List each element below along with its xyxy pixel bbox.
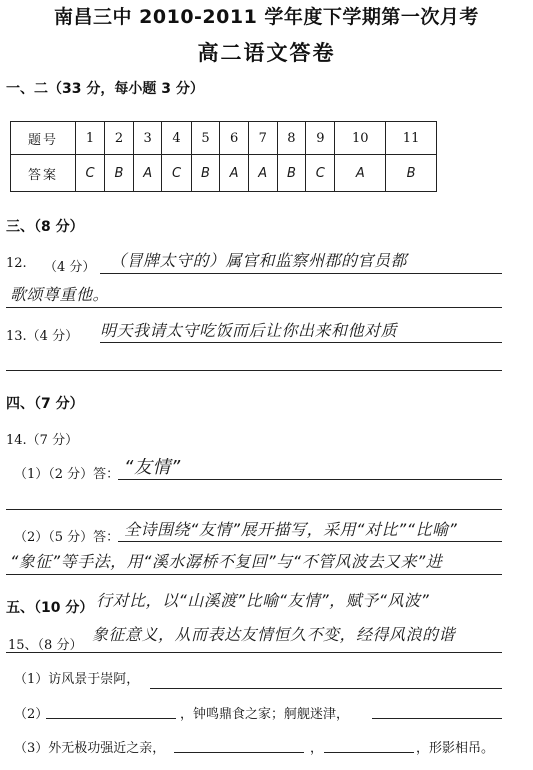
- q14-2-label: （2）（5 分）答：: [14, 530, 120, 545]
- answer-cell: C: [162, 155, 191, 192]
- answer-line: [6, 574, 502, 575]
- answer-line: [100, 342, 502, 343]
- q15-3-end: ，形影相吊。: [416, 741, 495, 756]
- section-1-heading: 一、二（33 分，每小题 3 分）: [6, 81, 204, 97]
- q12-answer-line2: 歌颂尊重他。: [10, 285, 110, 304]
- question-number: 7: [248, 122, 277, 155]
- question-number: 3: [133, 122, 162, 155]
- fill-blank[interactable]: [174, 738, 304, 753]
- q14-2-answer-line2: “象征”等手法，用“溪水潺桥不复回”与“不管风波去又来”进: [10, 552, 443, 571]
- answer-cell: A: [133, 155, 162, 192]
- q14-label: 14.（7 分）: [6, 433, 79, 448]
- row-label-number: 题号: [11, 122, 76, 155]
- question-number: 8: [277, 122, 306, 155]
- answer-cell: C: [306, 155, 335, 192]
- answer-cell: A: [335, 155, 386, 192]
- q13-answer: 明天我请太守吃饭而后让你出来和他对质: [100, 321, 398, 340]
- exam-title: 南昌三中 2010-2011 学年度下学期第一次月考: [54, 6, 479, 28]
- comma: ，: [310, 741, 324, 756]
- answer-line: [6, 509, 502, 510]
- sheet-subtitle: 高二语文答卷: [197, 41, 336, 65]
- answer-table: [10, 121, 437, 192]
- question-number: 10: [335, 122, 386, 155]
- q12-answer-line1: （冒牌太守的）属官和监察州郡的官员都: [110, 251, 408, 270]
- section-3-heading: 三、（8 分）: [6, 219, 84, 235]
- answer-line: [6, 652, 502, 653]
- q13-label: 13.（4 分）: [6, 329, 79, 344]
- q15-label: 15、（8 分）: [8, 638, 83, 653]
- answer-line: [150, 688, 502, 689]
- question-number: 6: [220, 122, 249, 155]
- row-label-answer: 答案: [11, 155, 76, 192]
- fill-blank[interactable]: [324, 738, 414, 753]
- q14-2-answer-line3: 行对比，以“山溪渡”比喻“友情”，赋予“风波”: [96, 591, 430, 610]
- q15-1: （1）访风景于崇阿，: [14, 672, 140, 687]
- answer-cell: B: [105, 155, 134, 192]
- answer-cell: B: [386, 155, 437, 192]
- fill-blank[interactable]: [372, 704, 502, 719]
- q14-1-label: （1）（2 分）答：: [14, 467, 120, 482]
- q15-3-label: （3）外无极功强近之亲，: [14, 741, 166, 756]
- question-number: 5: [191, 122, 220, 155]
- q15-answer: 象征意义，从而表达友情恒久不变，经得风浪的谐: [92, 625, 456, 644]
- answer-line: [6, 370, 502, 371]
- q12-label: 12.: [6, 256, 27, 271]
- answer-cell: A: [248, 155, 277, 192]
- question-number: 11: [386, 122, 437, 155]
- question-number: 1: [76, 122, 105, 155]
- q15-2-mid: ，钟鸣鼎食之家；舸舰迷津，: [180, 707, 350, 722]
- section-5-heading: 五、（10 分）: [6, 600, 94, 616]
- q15-2-label: （2）: [14, 707, 49, 722]
- table-row-answers: [11, 155, 437, 192]
- table-row-numbers: [11, 122, 437, 155]
- answer-cell: C: [76, 155, 105, 192]
- section-4-heading: 四、（7 分）: [6, 396, 84, 412]
- answer-cell: A: [220, 155, 249, 192]
- answer-line: [100, 273, 502, 274]
- q14-1-answer: “友情”: [124, 457, 181, 478]
- question-number: 4: [162, 122, 191, 155]
- answer-line: [118, 479, 502, 480]
- answer-cell: B: [277, 155, 306, 192]
- answer-line: [6, 307, 502, 308]
- q14-2-answer-line1: 全诗围绕“友情”展开描写，采用“对比”“比喻”: [124, 520, 458, 539]
- q12-points: （4 分）: [44, 260, 96, 275]
- answer-cell: B: [191, 155, 220, 192]
- fill-blank[interactable]: [46, 704, 176, 719]
- answer-line: [118, 541, 502, 542]
- question-number: 2: [105, 122, 134, 155]
- question-number: 9: [306, 122, 335, 155]
